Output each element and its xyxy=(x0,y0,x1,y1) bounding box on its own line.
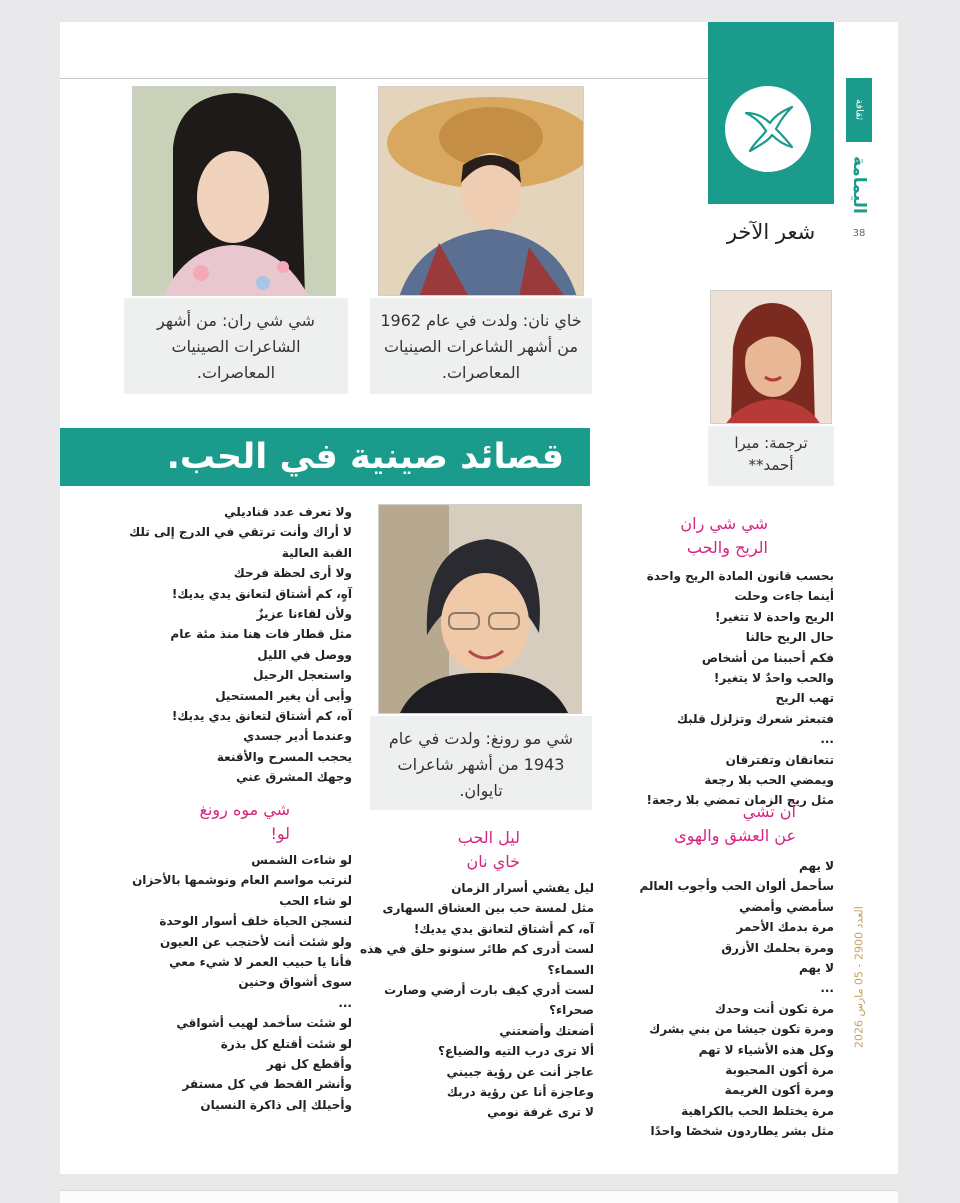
poem-line: ولا تعرف عدد قناديلي xyxy=(224,505,352,519)
poem-love-heading xyxy=(620,800,796,848)
side-category-tab: ثقافة xyxy=(846,78,872,142)
poem-line: مرة أكون المحبوبة xyxy=(725,1063,834,1078)
poem-line: لو شئت سأخمد لهيب أشواقي xyxy=(176,1016,352,1031)
issue-info: العدد 2900 - 05 مارس 2026 xyxy=(852,906,866,1048)
poem-night-title: ليل الحب xyxy=(457,828,520,847)
photo-translator xyxy=(710,290,832,424)
poem-line: وعاجزة أنا عن رؤية دربك xyxy=(446,1085,594,1100)
portrait-older-woman-glasses xyxy=(379,505,582,714)
poem-wind-body xyxy=(616,566,834,811)
poem-line: ووصل في الليل xyxy=(257,647,352,662)
poem-ifonly-body xyxy=(90,850,352,1115)
poem-line: وأحيلك إلى ذاكرة النسيان xyxy=(200,1097,352,1112)
poem-line: ولا أرى لحظة فرحك xyxy=(233,566,352,581)
poem-night-author: خاي نان xyxy=(466,852,520,871)
poem-love-author: آن تشي xyxy=(742,802,796,821)
poem-line: مرة يختلط الحب بالكراهية xyxy=(681,1103,834,1118)
poem-ifonly-heading xyxy=(140,798,290,846)
poem-line: ومرة تكون جيشا من بني بشرك xyxy=(649,1022,834,1037)
poem-line: أينما جاءت وحلت xyxy=(734,589,834,604)
poem-line: ومرة أكون الغريمة xyxy=(724,1083,834,1098)
poem-line: لنسجن الحياة خلف أسوار الوحدة xyxy=(159,914,352,929)
poem-line: آه، كم أشتاق لتعانق يدي يديك! xyxy=(413,921,594,936)
poem-line: وأنشر القحط في كل مستقر xyxy=(182,1077,352,1092)
poem-line: صحراء؟ xyxy=(549,1003,594,1018)
poem-line: سأحمل ألوان الحب وأجوب العالم xyxy=(639,879,834,894)
poem-line: ولو شئت أنت لأحتجب عن العيون xyxy=(160,934,352,949)
poem-line: وكل هذه الأشياء لا تهم xyxy=(698,1042,834,1057)
translator-name: أحمد** xyxy=(748,456,794,474)
magazine-brand: اليمامة xyxy=(849,156,869,214)
poem-ifonly-author: شي موه رونغ xyxy=(199,800,290,819)
poem-line: فأنا يا حبيب العمر لا شيء معي xyxy=(169,955,352,970)
poem-line: ويمضي الحب بلا رجعة xyxy=(704,773,834,788)
poem-line: تتعانقان وتفترقان xyxy=(725,752,834,767)
poem-line: آه، كم أشتاق لتعانق يدي يديك! xyxy=(171,709,352,724)
poem-line: لا ترى غرفة نومي xyxy=(487,1105,594,1120)
poem-line: لست أدرى كم طائر سنونو حلق في هذه xyxy=(360,942,594,957)
poem-line: عاجز أنت عن رؤية جبيني xyxy=(446,1064,594,1079)
poem-line: السماء؟ xyxy=(547,962,594,977)
poem-wind-author: شي شي ران xyxy=(680,514,768,533)
poem-wind-heading xyxy=(620,512,768,560)
poem-night-heading xyxy=(400,826,520,874)
poem-ifonly-title: لو! xyxy=(270,824,290,843)
headline-banner: قصائد صينية في الحب. xyxy=(60,428,590,486)
magazine-page xyxy=(60,22,898,1174)
poem-night-body xyxy=(360,878,594,1123)
section-header xyxy=(708,22,834,292)
poem-line: لست أدري كيف بارت أرضي وصارت xyxy=(384,983,594,998)
poem-line: سأمضي وأمضي xyxy=(739,899,834,914)
poem-line: الريح واحدة لا تتغير! xyxy=(715,609,834,624)
poem-line: ولأن لقاءنا عزيزٌ xyxy=(256,607,352,622)
poem-line: سوى أشواق وحنين xyxy=(238,975,352,990)
translator-label: ترجمة: ميرا xyxy=(734,434,808,452)
poem-line: مرة تكون أنت وحدك xyxy=(714,1001,834,1016)
caption-khai-nan: خاي نان: ولدت في عام 1962 من أشهر الشاعرات الصينيات المعاصرات. xyxy=(370,298,592,394)
poem-line: ... xyxy=(338,995,352,1010)
photo-shi-shi-ran xyxy=(132,86,336,296)
poem-line: حال الريح حالنا xyxy=(745,630,834,645)
poem-line: وجهك المشرق عني xyxy=(236,770,352,785)
poem-line: بحسب قانون المادة الريح واحدة xyxy=(646,569,834,583)
poem-line: وعندما أدير جسدي xyxy=(243,729,352,744)
poem-line: مثل ريح الزمان تمضي بلا رجعة! xyxy=(646,793,834,808)
poem-line: آهٍ، كم أشتاق لتعانق يدي يديك! xyxy=(171,586,352,601)
next-page-edge xyxy=(60,1190,898,1203)
poem-line: وأبى أن يغير المستحيل xyxy=(215,688,352,703)
poem-line: ليل يفشي أسرار الزمان xyxy=(451,881,594,895)
caption-shi-mo-rong: شي مو رونغ: ولدت في عام 1943 من أشهر شاعرات تايوان. xyxy=(370,716,592,810)
poem-line: أضعتك وأضعتني xyxy=(499,1023,594,1038)
section-title: شعر الآخر xyxy=(726,220,816,244)
poem-line: مثل لمسة حب بين العشاق السهارى xyxy=(382,901,594,916)
bird-logo-icon xyxy=(740,101,796,157)
poem-love-body xyxy=(616,856,834,1142)
poem-line: ... xyxy=(820,981,834,996)
poem-line: فتبعثر شعرك وتزلزل قلبك xyxy=(676,711,834,726)
translator-credit xyxy=(708,426,834,486)
photo-shi-mo-rong xyxy=(378,504,582,714)
poem-line: لا يهم xyxy=(799,859,834,873)
poem-line: لو شاءت الشمس xyxy=(251,853,352,867)
poem-line: ومرة بحلمك الأزرق xyxy=(721,940,834,955)
page-number: 38 xyxy=(852,228,866,239)
poem-line: والحب واحدٌ لا يتغير! xyxy=(713,671,834,686)
poem-lamps-continuation xyxy=(90,502,352,788)
poem-line: ... xyxy=(820,732,834,747)
poem-line: واستعجل الرحيل xyxy=(253,668,352,683)
poem-line: مثل قطار فات هنا منذ مئة عام xyxy=(170,627,352,642)
portrait-translator xyxy=(711,291,832,424)
poem-line: فكم أحببنا من أشخاص xyxy=(701,650,834,665)
poem-line: مثل بشر يطاردون شخصًا واحدًا xyxy=(650,1124,834,1139)
caption-shi-shi-ran: شي شي ران: من أشهر الشاعرات الصينيات المعاصرات. xyxy=(124,298,348,394)
poem-line: ألا ترى درب التيه والضياع؟ xyxy=(437,1044,594,1059)
poem-line: لو شئت أقتلع كل بذرة xyxy=(220,1036,352,1051)
portrait-woman-straw-hat xyxy=(379,87,584,296)
poem-line: لو شاء الحب xyxy=(279,893,352,908)
poem-love-title: عن العشق والهوى xyxy=(674,826,796,845)
photo-khai-nan xyxy=(378,86,584,296)
poem-line: القبة العالية xyxy=(281,545,352,560)
poem-line: لا أراك وأنت ترتقي في الدرج إلى تلك xyxy=(129,525,352,540)
poem-line: لنرتب مواسم العام ونوشمها بالأحزان xyxy=(132,873,352,888)
portrait-woman-long-hair xyxy=(133,87,336,296)
poem-line: لا يهم xyxy=(799,961,834,976)
poem-line: وأقطع كل نهر xyxy=(266,1057,352,1072)
poem-line: تهب الريح xyxy=(775,691,834,706)
poem-line: يحجب المسرح والأقنعة xyxy=(216,749,352,764)
poem-line: مرة بدمك الأحمر xyxy=(736,920,834,935)
section-color-block xyxy=(708,22,834,204)
top-rule xyxy=(60,78,708,79)
poem-wind-title: الريح والحب xyxy=(686,538,768,557)
section-logo xyxy=(725,86,811,172)
